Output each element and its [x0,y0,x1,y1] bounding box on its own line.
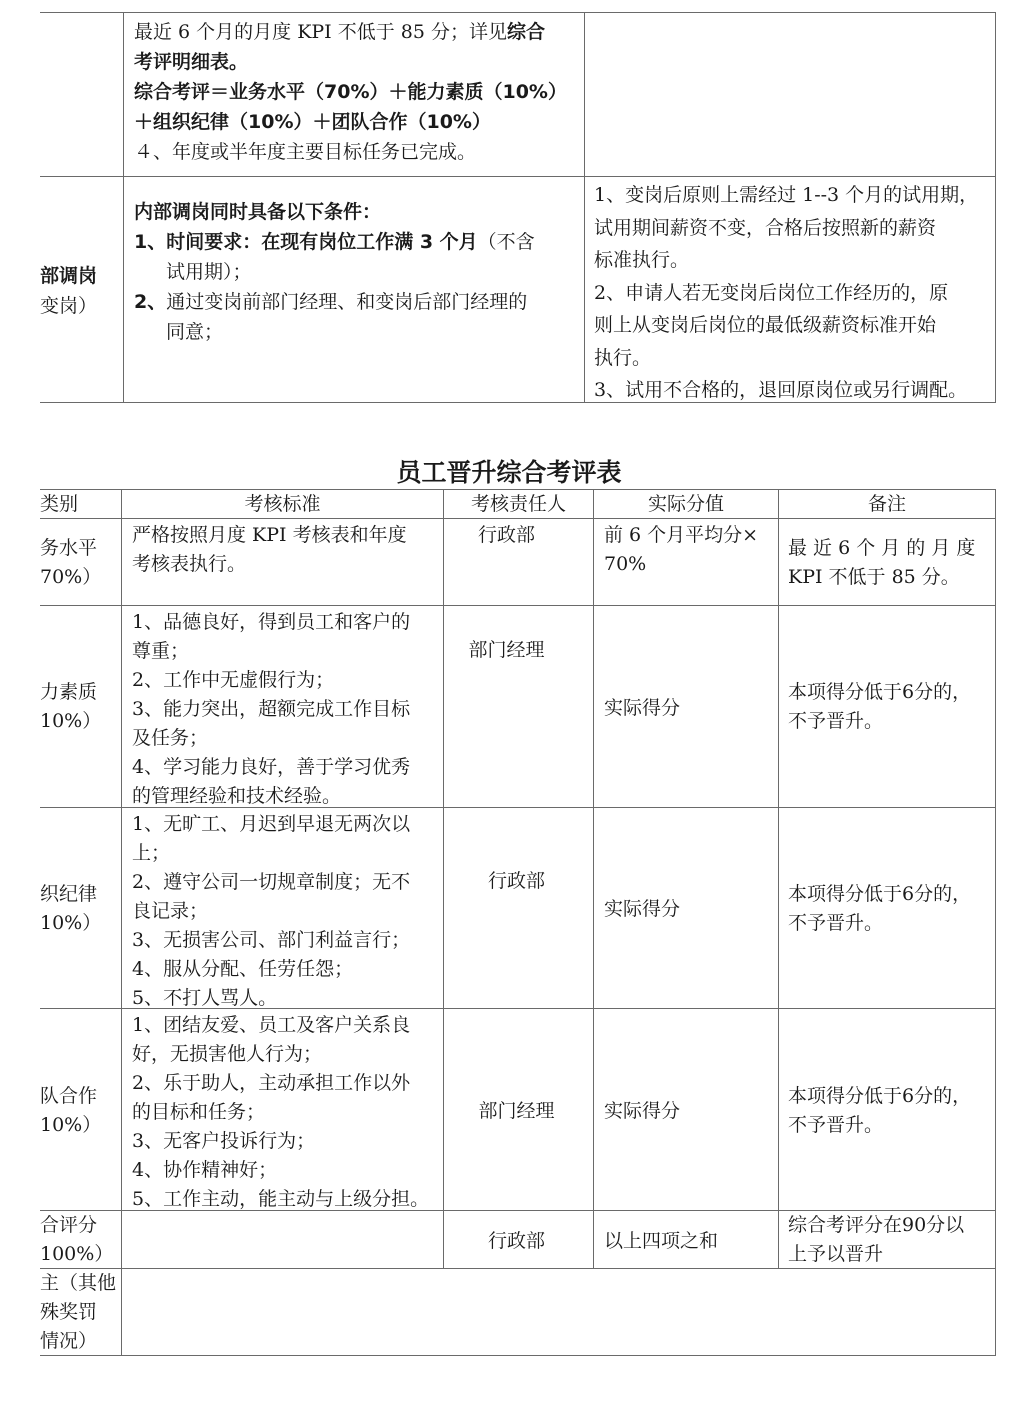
criteria-line: 尊重； [132,640,190,662]
category-weight: 10%） [40,912,102,934]
transfer-category [40,261,123,291]
criteria-line: 的目标和任务； [132,1101,266,1123]
transfer-category-line2: 变岗） [40,295,98,317]
category-weight: 10%） [40,1114,102,1136]
owner-cell: 行政部 [487,1230,545,1252]
criteria-line: 4、学习能力良好，善于学习优秀 [132,756,411,778]
transfer-note: 1、变岗后原则上需经过 1--3 个月的试用期， [594,184,979,206]
transfer-note: 试用期间薪资不变，合格后按照新的薪资 [594,216,937,239]
score-cell: 实际得分 [604,1100,681,1122]
condition-2-prefix: 2、 [134,291,167,313]
criteria-formula-2: ＋组织纪律（10%）＋团队合作（10%） [134,111,491,133]
category-label: 队合作 [40,1085,98,1107]
owner-cell: 部门经理 [478,1100,555,1122]
criteria-formula-1: 综合考评＝业务水平（70%）＋能力素质（10%） [134,81,567,103]
criteria-line: 3、能力突出，超额完成工作目标 [132,698,411,720]
score-cell: 实际得分 [604,697,681,719]
criteria-line: 好，无损害他人行为； [132,1043,323,1065]
criteria-line: 5、不打人骂人。 [132,987,278,1009]
criteria-line: 的管理经验和技术经验。 [132,785,342,807]
header-score: 实际分值 [647,493,724,515]
criteria-line: 2、乐于助人，主动承担工作以外 [132,1072,411,1094]
transfer-notes-cell [594,179,994,407]
condition-1-bold: 1、时间要求：在现有岗位工作满 3 个月 [134,231,478,253]
table-row [40,1269,121,1356]
remark-cell: 本项得分低于6分的， [788,883,972,905]
transfer-conditions-cell [134,197,582,347]
criteria-line: 1、品德良好，得到员工和客户的 [132,611,411,633]
category-weight: 10%） [40,710,102,732]
criteria-line: 及任务； [132,727,209,749]
criteria-annual-goal: ４、年度或半年度主要目标任务已完成。 [134,141,477,163]
category-weight: 100%） [40,1243,114,1265]
criteria-line: 3、无损害公司、部门利益言行； [132,929,411,951]
table-row [40,1082,121,1140]
condition-2-line1: 通过变岗前部门经理、和变岗后部门经理的 [166,291,528,313]
criteria-line: 3、无客户投诉行为； [132,1130,316,1152]
header-owner: 考核责任人 [470,493,566,515]
score-cell: 以上四项之和 [604,1230,719,1252]
score-cell: 70% [604,553,647,575]
transfer-category-line1: 部调岗 [40,265,98,287]
criteria-line: 良记录； [132,900,209,922]
remark-cell: 本项得分低于6分的， [788,1085,972,1107]
condition-1-line2: 试用期）； [166,261,252,283]
category-label: 合评分 [40,1214,98,1236]
transfer-note: 标准执行。 [594,249,690,271]
criteria-line: 4、服从分配、任劳任怨； [132,958,354,980]
category-label: 力素质 [40,681,98,703]
conditions-title: 内部调岗同时具备以下条件： [134,201,382,223]
criteria-line: 2、工作中无虚假行为； [132,669,335,691]
remark-cell: 最 近 6 个 月 的 月 度 [788,537,976,559]
remark-cell: 不予晋升。 [788,710,884,732]
promotion-criteria-cell [134,17,582,167]
table-row [40,678,121,736]
remark-cell: KPI 不低于 85 分。 [788,566,960,588]
header-criteria: 考核标准 [244,493,321,515]
criteria-line: 2、遵守公司一切规章制度；无不 [132,871,411,893]
criteria-line: 1、团结友爱、员工及客户关系良 [132,1014,411,1036]
table-row [40,1211,121,1269]
criteria-line: 严格按照月度 KPI 考核表和年度 [132,524,407,546]
criteria-line: 1、无旷工、月迟到早退无两次以 [132,813,411,835]
score-cell: 前 6 个月平均分× [604,524,759,546]
table-row [40,880,121,938]
remark-cell: 综合考评分在90分以 [788,1214,965,1236]
header-remark: 备注 [867,493,906,515]
criteria-line: 5、工作主动，能主动与上级分担。 [132,1188,430,1210]
category-weight: 70%） [40,566,102,588]
condition-2-line2: 同意； [166,321,224,343]
transfer-note: 2、申请人若无变岗后岗位工作经历的，原 [594,281,949,304]
category-label: 殊奖罚 [40,1301,98,1323]
transfer-note: 则上从变岗后岗位的最低级薪资标准开始 [594,314,937,336]
category-label: 主（其他 [40,1272,117,1294]
category-label: 织纪律 [40,883,98,905]
remark-cell: 不予晋升。 [788,1114,884,1136]
criteria-line: 考核表执行。 [132,553,247,575]
condition-1-rest: （不含 [477,231,535,253]
remark-cell: 本项得分低于6分的， [788,681,972,703]
transfer-note: 3、试用不合格的，退回原岗位或另行调配。 [594,379,968,401]
page-title: 员工晋升综合考评表 [396,458,622,487]
criteria-line: 上； [132,842,171,864]
owner-cell: 部门经理 [468,639,545,661]
owner-cell: 行政部 [487,870,545,892]
criteria-line: 4、协作精神好； [132,1159,278,1181]
header-category: 类别 [40,493,79,515]
transfer-note: 执行。 [594,346,652,369]
table-row [40,534,121,592]
category-label: 务水平 [40,537,98,559]
category-label: 情况） [40,1330,98,1352]
criteria-kpi-text: 最近 6 个月的月度 KPI 不低于 85 分；详见 [134,21,507,43]
criteria-detail-table: 考评明细表。 [134,51,249,73]
remark-cell: 不予晋升。 [788,912,884,934]
criteria-kpi-bold: 综合 [507,21,546,43]
owner-cell: 行政部 [477,524,535,546]
score-cell: 实际得分 [604,898,681,920]
remark-cell: 上予以晋升 [788,1243,884,1265]
